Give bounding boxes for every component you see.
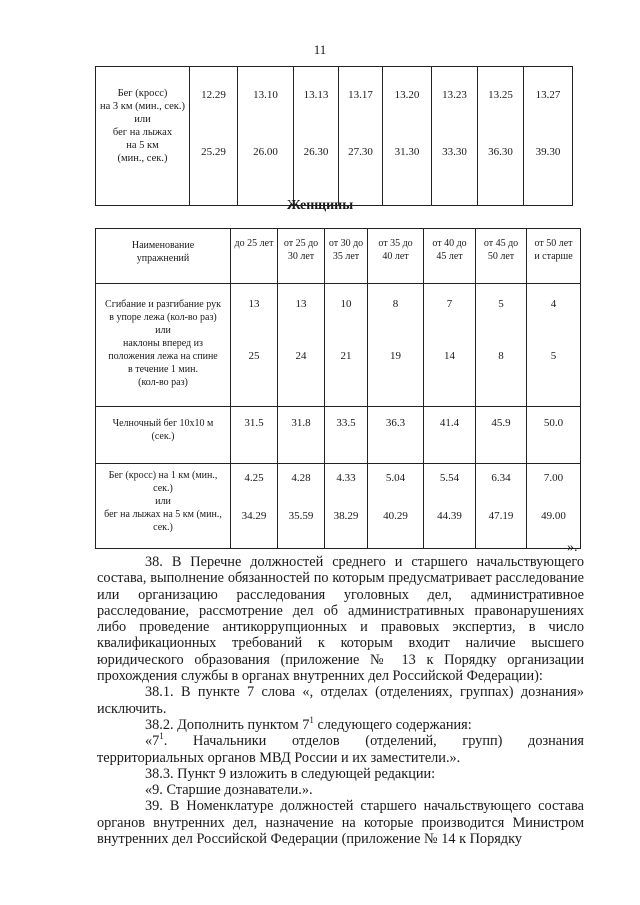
value: 13 <box>248 298 260 310</box>
label-line: на 3 км (мин., сек.) <box>99 101 186 112</box>
text-run: 38.2. Дополнить пунктом 7 <box>145 716 310 733</box>
value-cell <box>231 464 278 549</box>
label-line: Бег (кросс) <box>117 88 168 99</box>
value-cell <box>231 407 278 464</box>
age-column-header <box>231 229 278 284</box>
paragraph-38-1: 38.1. В пункте 7 слова «, отделах (отделениях, группах) дознания» исключить. <box>97 684 584 717</box>
name-line: сек.) <box>153 483 173 494</box>
label-line: или <box>134 114 151 125</box>
name-line: Бег (кросс) на 1 км (мин., <box>108 470 218 481</box>
value-cell <box>424 407 476 464</box>
value-cell <box>339 67 383 206</box>
value: 13.10 <box>253 89 278 101</box>
value-cell <box>278 464 325 549</box>
header-line: от 45 до <box>483 238 519 249</box>
value: 39.30 <box>535 146 561 158</box>
value-cell <box>476 284 527 407</box>
paragraph-38: 38. В Перечне должностей среднего и старшего начальствующего состава, выполнение обязанностей по которым предусматривает расследование или организацию расследования уголовных дел, административное расследование, рассмотрение дел об административных правонарушениях либо проведение антикоррупционных и правовых экспертиз, в число квалификационных требований к которым входит наличие высшего юридического образования (приложение № 13 к Порядку организации прохождения службы в органах внутренних дел Российской Федерации): <box>97 554 584 685</box>
value: 38.29 <box>333 510 359 522</box>
header-line: от 25 до <box>283 238 319 249</box>
paragraph-9: «9. Старшие дознаватели.». <box>145 782 313 799</box>
value: 13.20 <box>394 89 420 101</box>
age-column-header <box>424 229 476 284</box>
table-row <box>96 284 581 407</box>
value: 14 <box>444 350 455 362</box>
header-line: 40 лет <box>382 251 409 262</box>
value: 12.29 <box>201 89 226 101</box>
value: 5 <box>550 350 557 362</box>
value-cell <box>278 407 325 464</box>
value: 7 <box>446 298 453 310</box>
value: 8 <box>392 298 399 310</box>
value-cell <box>325 284 368 407</box>
paragraph-39: 39. В Номенклатуре должностей старшего начальствующего состава органов внутренних дел, назначение на которые производится Министром внутренних дел Российской Федерации (приложение № 14 к Порядку <box>97 798 584 848</box>
exercise-name-cell <box>96 284 231 407</box>
value-cell <box>527 464 581 549</box>
header-line: от 35 до <box>378 238 413 249</box>
value: 47.19 <box>488 510 514 522</box>
value: 5.54 <box>439 472 460 484</box>
value-cell <box>294 67 339 206</box>
value: 41.4 <box>439 417 460 429</box>
value: 5 <box>498 298 504 310</box>
paragraph-38-3: 38.3. Пункт 9 изложить в следующей редакции: <box>145 765 436 782</box>
exercise-label-cell <box>96 67 190 206</box>
value: 31.30 <box>394 146 420 158</box>
name-line: (кол-во раз) <box>138 377 188 388</box>
table-row <box>96 407 581 464</box>
value: 50.0 <box>543 417 564 429</box>
value-cell <box>368 284 424 407</box>
value-cell <box>368 464 424 549</box>
value: 13.23 <box>442 89 467 101</box>
name-line: в упоре лежа (кол-во раз) <box>109 312 217 323</box>
header-line: 45 лет <box>436 251 463 262</box>
value: 13.17 <box>348 89 373 101</box>
value-cell <box>383 67 432 206</box>
header-line: упражнений <box>136 253 190 264</box>
value-cell <box>527 407 581 464</box>
header-line: 30 лет <box>287 251 315 262</box>
exercise-name-cell <box>96 407 231 464</box>
women-heading: Женщины <box>286 198 354 213</box>
value: 33.5 <box>336 417 356 429</box>
closing-quote: ». <box>567 540 578 555</box>
value: 40.29 <box>383 510 408 522</box>
exercise-name-cell <box>96 464 231 549</box>
value: 26.00 <box>253 146 278 158</box>
header-row <box>96 229 581 284</box>
value-cell <box>478 67 524 206</box>
table-row <box>96 464 581 549</box>
value-cell <box>476 464 527 549</box>
header-line: 35 лет <box>332 251 360 262</box>
label-line: бег на лыжах <box>112 127 173 138</box>
paragraph-38-2 <box>97 717 584 733</box>
name-line: наклоны вперед из <box>123 338 203 349</box>
superscript: 1 <box>309 715 314 726</box>
page-number: 11 <box>313 42 327 57</box>
value: 8 <box>498 350 504 362</box>
header-line: от 40 до <box>432 238 467 249</box>
value: 24 <box>295 350 307 362</box>
value-cell <box>424 464 476 549</box>
name-line: сек.) <box>153 522 173 533</box>
value: 36.30 <box>488 146 513 158</box>
name-line: или <box>155 496 171 507</box>
value: 7.00 <box>543 472 564 484</box>
value-cell <box>524 67 573 206</box>
table-row <box>96 67 573 206</box>
name-line: бег на лыжах на 5 км (мин., <box>104 509 222 520</box>
value: 21 <box>340 350 352 362</box>
name-line: в течение 1 мин. <box>128 364 198 375</box>
age-column-header <box>527 229 581 284</box>
age-column-header <box>325 229 368 284</box>
value-cell <box>231 284 278 407</box>
value: 31.8 <box>291 417 311 429</box>
header-line: Наименование <box>131 240 195 251</box>
value: 4.25 <box>244 472 264 484</box>
value: 49.00 <box>541 510 566 522</box>
value: 25.29 <box>201 146 226 158</box>
value: 45.9 <box>491 417 511 429</box>
text-run: следующего содержания: <box>313 716 472 733</box>
value: 13.25 <box>488 89 513 101</box>
value: 36.3 <box>385 417 406 429</box>
value: 13.27 <box>535 89 561 101</box>
text-run: «7 <box>145 733 160 750</box>
value: 13 <box>295 298 307 310</box>
value: 33.30 <box>442 146 467 158</box>
age-column-header <box>476 229 527 284</box>
value: 5.04 <box>385 472 406 484</box>
header-line: от 30 до <box>328 238 364 249</box>
value-cell <box>476 407 527 464</box>
value: 4 <box>550 298 557 310</box>
value-cell <box>238 67 294 206</box>
body-text <box>97 554 584 847</box>
value: 31.5 <box>244 417 264 429</box>
name-line: положения лежа на спине <box>108 351 218 362</box>
value: 10 <box>340 298 352 310</box>
value-cell <box>424 284 476 407</box>
name-line: или <box>155 325 171 336</box>
name-line: Сгибание и разгибание рук <box>105 299 221 310</box>
label-line: на 5 км <box>126 140 159 151</box>
value: 19 <box>390 350 401 362</box>
header-line: от 50 лет <box>534 238 573 249</box>
value-cell <box>325 464 368 549</box>
value-cell <box>325 407 368 464</box>
age-column-header <box>278 229 325 284</box>
header-line: 50 лет <box>487 251 515 262</box>
value: 44.39 <box>437 510 462 522</box>
value: 26.30 <box>303 146 329 158</box>
value: 6.34 <box>491 472 511 484</box>
paragraph-7-1 <box>97 733 584 766</box>
value-cell <box>278 284 325 407</box>
value-cell <box>432 67 478 206</box>
header-line: до 25 лет <box>234 238 274 249</box>
value: 27.30 <box>348 146 373 158</box>
age-column-header <box>368 229 424 284</box>
value: 25 <box>248 350 260 362</box>
value: 34.29 <box>241 510 267 522</box>
header-line: и старше <box>534 251 573 262</box>
header-name-cell <box>96 229 231 284</box>
top-table <box>95 66 573 206</box>
name-line: (сек.) <box>151 431 175 442</box>
value: 4.28 <box>291 472 311 484</box>
name-line: Челночный бег 10х10 м <box>112 418 214 429</box>
women-standards-table <box>95 228 581 549</box>
text-run: . Начальники отделов (отделений, групп) дознания территориальных органов МВД России и их заместители.». <box>97 733 584 766</box>
value: 4.33 <box>336 472 356 484</box>
superscript: 1 <box>159 731 164 742</box>
value-cell <box>527 284 581 407</box>
value: 13.13 <box>303 89 329 101</box>
value-cell <box>368 407 424 464</box>
value: 35.59 <box>288 510 314 522</box>
value-cell <box>190 67 238 206</box>
label-line: (мин., сек.) <box>117 153 168 164</box>
